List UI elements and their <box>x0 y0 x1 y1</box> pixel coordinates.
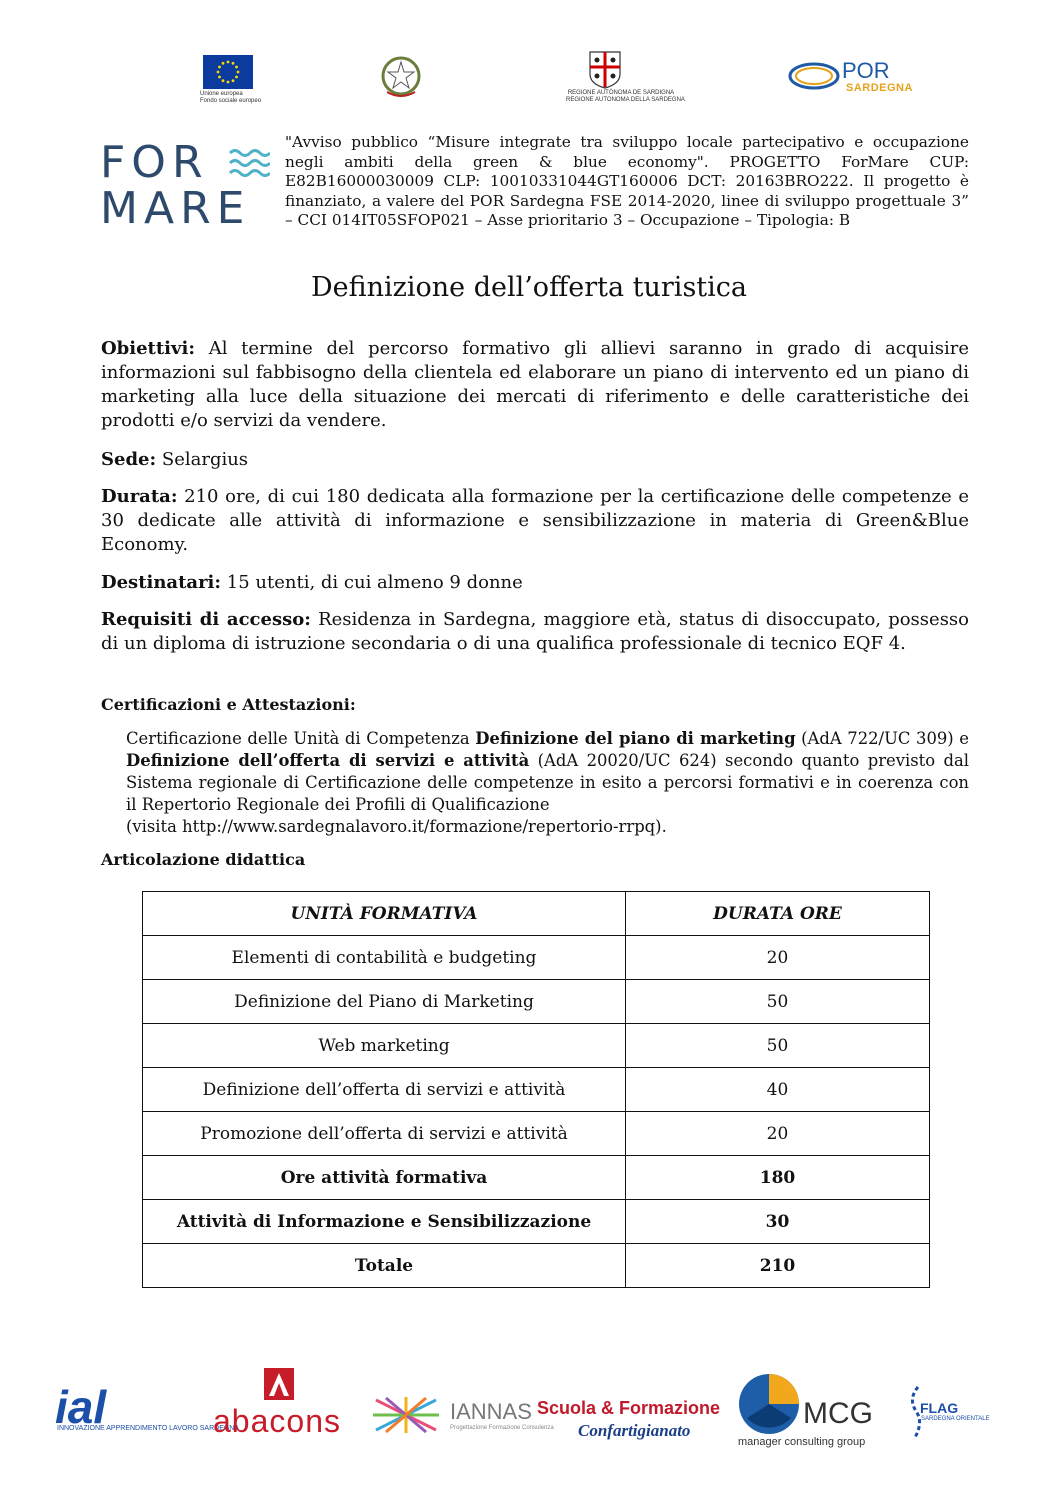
units-table <box>142 891 930 1288</box>
table-row <box>143 980 930 1024</box>
total-label-cell: Totale <box>143 1244 626 1288</box>
formare-line1: FOR <box>100 137 209 188</box>
hours-cell: 20 <box>626 936 930 980</box>
destinatari-label: Destinatari: <box>101 572 222 593</box>
cert-bold-2: Definizione dell’offerta di servizi e attività <box>126 751 530 770</box>
total-hours-cell: 180 <box>626 1156 930 1200</box>
destinatari-paragraph <box>101 571 969 595</box>
table-row <box>143 1024 930 1068</box>
certificazioni-heading: Certificazioni e Attestazioni: <box>101 695 356 714</box>
mcg-logo: MCG <box>803 1397 873 1430</box>
cert-link-text: (visita http://www.sardegnalavoro.it/formazione/repertorio-rrpq). <box>126 817 667 836</box>
obiettivi-label: Obiettivi: <box>101 338 195 359</box>
mcg-mark-icon <box>737 1372 801 1438</box>
abacons-logo: abacons <box>213 1403 341 1439</box>
table-total-row <box>143 1200 930 1244</box>
cert-text-3: (AdA 20020/UC 624) secondo quanto previsto dal Sistema regionale di Certificazione delle competenze in esito a percorsi formativi e in coerenza con il Repertorio Regionale dei Profili di Qualificazione <box>126 751 969 814</box>
waves-icon <box>228 147 270 181</box>
destinatari-text: 15 utenti, di cui almeno 9 donne <box>221 572 523 593</box>
eu-caption: Unione europea Fondo sociale europeo <box>200 91 262 104</box>
total-label-cell: Attività di Informazione e Sensibilizzazione <box>143 1200 626 1244</box>
table-row <box>143 1112 930 1156</box>
certificazioni-text <box>126 728 969 838</box>
confartigianato-logo: Confartigianato <box>578 1421 691 1440</box>
ial-logo-subtitle: INNOVAZIONE APPRENDIMENTO LAVORO SARDEGNA <box>57 1425 240 1432</box>
total-label-cell: Ore attività formativa <box>143 1156 626 1200</box>
ial-logo: ial <box>55 1381 107 1433</box>
total-hours-cell: 210 <box>626 1244 930 1288</box>
table-total-row <box>143 1244 930 1288</box>
table-header-row <box>143 892 930 936</box>
unit-cell: Elementi di contabilità e budgeting <box>143 936 626 980</box>
hours-cell: 50 <box>626 980 930 1024</box>
eu-flag-logo <box>203 55 253 89</box>
iannas-logo: IANNAS <box>450 1399 532 1424</box>
formare-line2: MARE <box>100 183 251 234</box>
mcg-subtitle: manager consulting group <box>738 1436 866 1448</box>
obiettivi-text: Al termine del percorso formativo gli allievi saranno in grado di acquisire informazioni sul fabbisogno della clientela ed elaborare un piano di intervento ed un piano di marketing alla luce della situazione dei mercati di riferimento e delle caratteristiche dei prodotti e/o servizi da vendere. <box>101 338 969 431</box>
table-total-row <box>143 1156 930 1200</box>
flag-subtitle: SARDEGNA ORIENTALE <box>921 1416 990 1422</box>
unit-cell: Web marketing <box>143 1024 626 1068</box>
scuola-formazione-logo: Scuola & Formazione <box>537 1398 721 1418</box>
cert-bold-1: Definizione del piano di marketing <box>475 729 796 748</box>
durata-label: Durata: <box>101 486 178 507</box>
unit-cell: Definizione dell’offerta di servizi e attività <box>143 1068 626 1112</box>
hours-cell: 20 <box>626 1112 930 1156</box>
articolazione-heading: Articolazione didattica <box>101 850 306 869</box>
por-title: POR <box>842 58 890 83</box>
iannas-mark-icon <box>371 1395 441 1435</box>
col-header-unit: UNITÀ FORMATIVA <box>143 892 626 936</box>
requisiti-text: Residenza in Sardegna, maggiore età, status di disoccupato, possesso di un diploma di istruzione secondaria o di una qualifica professionale di tecnico EQF 4. <box>101 609 970 654</box>
sede-label: Sede: <box>101 449 157 470</box>
flag-logo: FLAG <box>920 1400 959 1416</box>
table-row <box>143 936 930 980</box>
cert-text-2: (AdA 722/UC 309) e <box>795 729 969 748</box>
italian-emblem-logo <box>377 52 425 102</box>
abacons-mark-icon <box>262 1366 296 1402</box>
sede-text: Selargius <box>156 449 249 470</box>
requisiti-label: Requisiti di accesso: <box>101 609 311 630</box>
unit-cell: Definizione del Piano di Marketing <box>143 980 626 1024</box>
page-title: Definizione dell’offerta turistica <box>310 272 748 303</box>
durata-text: 210 ore, di cui 180 dedicata alla formazione per la certificazione delle competenze e 30 dedicate alle attività di informazione e sensibilizzazione in materia di Green&Blue Economy. <box>101 486 969 555</box>
sardegna-region-logo <box>582 50 628 90</box>
hours-cell: 40 <box>626 1068 930 1112</box>
total-hours-cell: 30 <box>626 1200 930 1244</box>
public-notice-text: "Avviso pubblico “Misure integrate tra sviluppo locale partecipativo e occupazione negli ambiti della green & blue economy". PROGETTO ForMare CUP: E82B16000030009 CLP: 10010331044GT160006 DCT: 20163BRO222. Il progetto è finanziato, a valere del POR Sardegna FSE 2014-2020, linee di sviluppo progettuale 3” – CCI 014IT05SFOP021 – Asse prioritario 3 – Occupazione – Tipologia: B <box>285 133 969 229</box>
requisiti-paragraph <box>101 608 969 656</box>
por-subtitle: SARDEGNA <box>846 82 913 94</box>
table-row <box>143 1068 930 1112</box>
iannas-subtitle: Progettazione Formazione Consulenza <box>450 1425 554 1431</box>
unit-cell: Promozione dell’offerta di servizi e attività <box>143 1112 626 1156</box>
sardegna-region-caption: REGIONE AUTÒNOMA DE SARDIGNA REGIONE AUTONOMA DELLA SARDEGNA <box>566 90 685 103</box>
hours-cell: 50 <box>626 1024 930 1068</box>
obiettivi-paragraph <box>101 337 969 433</box>
durata-paragraph <box>101 485 969 557</box>
sede-paragraph <box>101 448 969 472</box>
cert-text-1: Certificazione delle Unità di Competenza <box>126 729 476 748</box>
col-header-hours: DURATA ORE <box>626 892 930 936</box>
